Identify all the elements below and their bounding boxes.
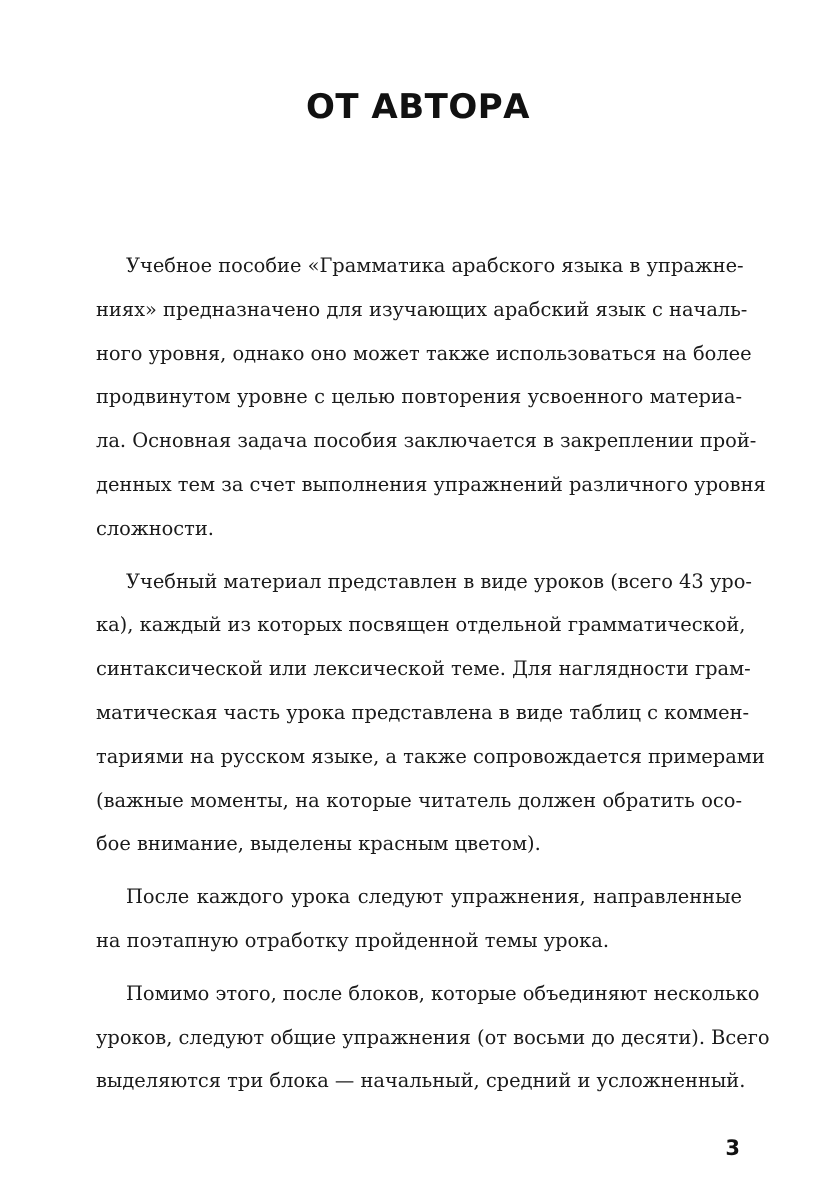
paragraph-3 [96,875,742,963]
text-line: тариями на русском языке, а также сопровождается примерами [96,744,765,768]
paragraph-1 [96,244,766,551]
page-title: ОТ АВТОРА [306,87,530,127]
text-line: бое внимание, выделены красным цветом). [96,832,541,856]
paragraph-4 [96,972,770,1103]
text-line: ниях» предназначено для изучающих арабский язык с началь- [96,297,748,321]
text-line: выделяются три блока — начальный, средний и усложненный. [96,1069,746,1093]
text-line: После каждого урока следуют упражнения, направленные [126,885,742,909]
text-line: на поэтапную отработку пройденной темы урока. [96,928,610,952]
text-line: Помимо этого, после блоков, которые объединяют несколько [126,981,760,1005]
paragraph-2 [96,560,765,867]
text-line: ка), каждый из которых посвящен отдельной грамматической, [96,613,746,637]
text-line: сложности. [96,516,214,540]
page-number: 3 [725,1136,740,1160]
text-line: матическая часть урока представлена в виде таблиц с коммен- [96,700,750,724]
text-line: ного уровня, однако оно может также использоваться на более [96,341,752,365]
text-line: (важные моменты, на которые читатель должен обратить осо- [96,788,742,812]
text-line: Учебный материал представлен в виде уроков (всего 43 уро- [126,569,752,593]
text-line: синтаксической или лексической теме. Для наглядности грам- [96,657,751,681]
body-text [96,244,770,1112]
text-line: денных тем за счет выполнения упражнений различного уровня [96,472,766,496]
text-line: продвинутом уровне с целью повторения усвоенного материа- [96,385,742,409]
text-line: ла. Основная задача пособия заключается в закреплении прой- [96,429,757,453]
text-line: уроков, следуют общие упражнения (от восьми до десяти). Всего [96,1025,770,1049]
text-line: Учебное пособие «Грамматика арабского языка в упражне- [126,254,744,277]
